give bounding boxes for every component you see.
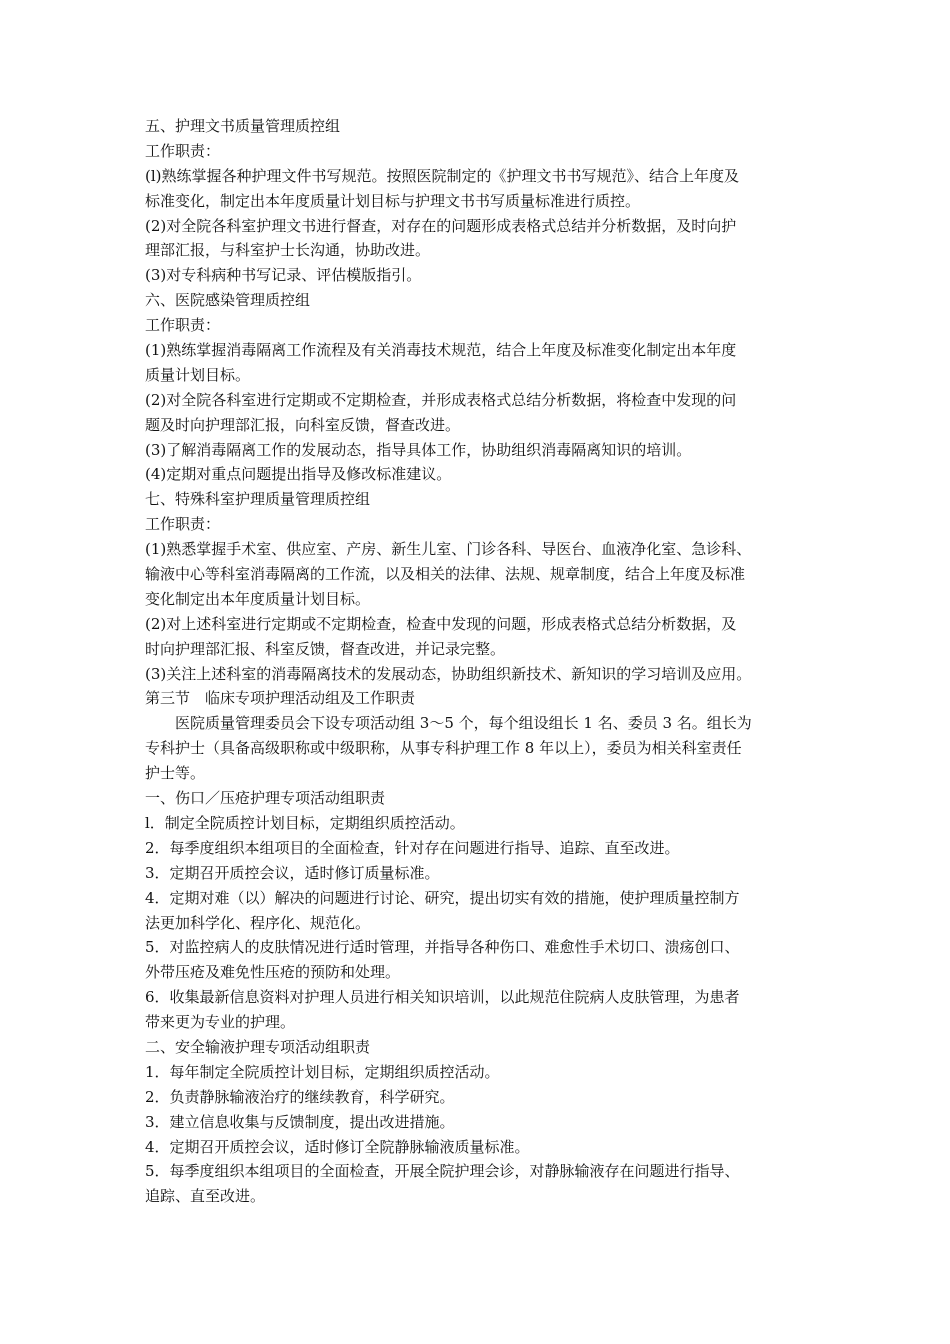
paragraph-line: (2)对上述科室进行定期或不定期检查，检查中发现的问题，形成表格式总结分析数据，及 (145, 614, 737, 633)
duties-label: 工作职责： (145, 141, 221, 160)
section-heading-5: 五、护理文书质量管理质控组 (145, 117, 341, 135)
paragraph-line: 题及时向护理部汇报，向科室反馈，督查改进。 (145, 415, 461, 434)
duties-label: 工作职责： (145, 316, 221, 335)
subsection-heading-2: 二、安全输液护理专项活动组职责 (145, 1037, 371, 1056)
list-item: 追踪、直至改进。 (145, 1187, 266, 1206)
list-item: 3．建立信息收集与反馈制度，提出改进措施。 (145, 1112, 455, 1131)
paragraph-line: (3)关注上述科室的消毒隔离技术的发展动态，协助组织新技术、新知识的学习培训及应用。 (145, 664, 752, 683)
paragraph-line: (l)熟练掌握各种护理文件书写规范。按照医院制定的《护理文书书写规范》、结合上年度及 (145, 166, 740, 185)
list-item: 外带压疮及难免性压疮的预防和处理。 (145, 963, 401, 982)
duties-label: 工作职责： (145, 515, 221, 534)
list-item: 4．定期召开质控会议，适时修订全院静脉输液质量标准。 (145, 1137, 530, 1156)
list-item: 带来更为专业的护理。 (145, 1013, 296, 1032)
chapter-heading: 第三节 临床专项护理活动组及工作职责 (145, 689, 416, 708)
list-item: 1．每年制定全院质控计划目标，定期组织质控活动。 (145, 1062, 500, 1081)
paragraph-line: 输液中心等科室消毒隔离的工作流，以及相关的法律、法规、规章制度，结合上年度及标准 (145, 565, 746, 584)
paragraph-line: (3)了解消毒隔离工作的发展动态，指导具体工作，协助组织消毒隔离知识的培训。 (145, 440, 692, 459)
document-page (145, 114, 813, 1209)
paragraph-line: (1)熟悉掌握手术室、供应室、产房、新生儿室、门诊各科、导医台、血液净化室、急诊科、 (145, 540, 752, 559)
list-item: 2．负责静脉输液治疗的继续教育，科学研究。 (145, 1087, 455, 1106)
list-item: 6．收集最新信息资料对护理人员进行相关知识培训，以此规范住院病人皮肤管理，为患者 (145, 988, 740, 1007)
section-heading-7: 七、特殊科室护理质量管理质控组 (145, 490, 371, 509)
list-item: 2．每季度组织本组项目的全面检查，针对存在问题进行指导、追踪、直至改进。 (145, 838, 680, 857)
paragraph-line: 理部汇报，与科室护士长沟通，协助改进。 (145, 241, 431, 260)
section-heading-6: 六、医院感染管理质控组 (145, 291, 311, 310)
paragraph-line: (2)对全院各科室进行定期或不定期检查，并形成表格式总结分析数据，将检查中发现的问 (145, 390, 737, 409)
paragraph-line: (1)熟练掌握消毒隔离工作流程及有关消毒技术规范，结合上年度及标准变化制定出本年度 (145, 341, 737, 360)
list-item: 5．对监控病人的皮肤情况进行适时管理，并指导各种伤口、难愈性手术切口、溃疡创口、 (145, 938, 740, 957)
intro-paragraph-line: 护士等。 (145, 764, 206, 783)
paragraph-line: 质量计划目标。 (145, 365, 251, 384)
intro-paragraph-line: 医院质量管理委员会下设专项活动组 3～5 个，每个组设组长 1 名、委员 3 名。组长为 (175, 714, 752, 733)
list-item: 3．定期召开质控会议，适时修订质量标准。 (145, 863, 440, 882)
paragraph-line: (2)对全院各科室护理文书进行督查，对存在的问题形成表格式总结并分析数据，及时向护 (145, 216, 737, 235)
paragraph-line: 标准变化，制定出本年度质量计划目标与护理文书书写质量标准进行质控。 (145, 191, 641, 210)
subsection-heading-1: 一、伤口／压疮护理专项活动组职责 (145, 789, 386, 808)
list-item: 法更加科学化、程序化、规范化。 (145, 913, 371, 932)
paragraph-line: (3)对专科病种书写记录、评估模版指引。 (145, 266, 422, 285)
list-item: l．制定全院质控计划目标，定期组织质控活动。 (145, 813, 465, 832)
list-item: 5．每季度组织本组项目的全面检查，开展全院护理会诊，对静脉输液存在问题进行指导、 (145, 1162, 740, 1181)
paragraph-line: 时向护理部汇报、科室反馈，督查改进，并记录完整。 (145, 639, 506, 658)
intro-paragraph-line: 专科护士（具备高级职称或中级职称，从事专科护理工作 8 年以上），委员为相关科室责任 (145, 739, 742, 758)
paragraph-line: 变化制定出本年度质量计划目标。 (145, 589, 371, 608)
paragraph-line: (4)定期对重点问题提出指导及修改标准建议。 (145, 465, 452, 484)
list-item: 4．定期对难（以）解决的问题进行讨论、研究，提出切实有效的措施，使护理质量控制方 (145, 888, 740, 907)
